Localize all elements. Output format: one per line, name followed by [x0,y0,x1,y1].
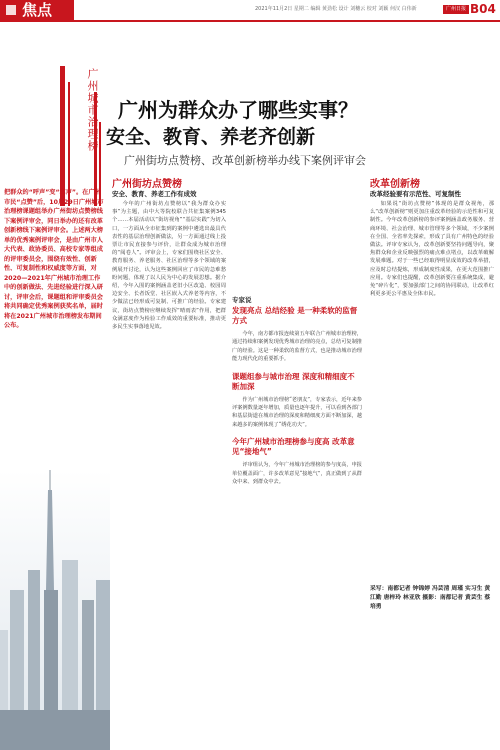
left-column-body: 今年的广州街坊点赞榜以“我为群众办实事”为主题，由中大等院校联合共征集案例345个……本届活动以“街坊视角”“基层实践”为切入口，一方面从全市征集到的案例中遴选出最具代表性的基层治理创新做法，另一方面通过线上投票让市民直接参与评价，让群众成为城市治理的“阅卷人”。评审会上，专家们围绕社区安全、教育服务、养老服务、社区治理等多个领域的案例展开讨论，认为这些案例回应了市民的急难愁盼问题，体现了以人民为中心的发展思想。据介绍，今年入围的案例涵盖老旧小区改造、校园周边安全、长者饭堂、社区嵌入式养老等内容，不少做法已经形成可复制、可推广的经验。专家建议，街坊点赞榜应继续发挥“晴雨表”作用，把群众满意度作为检验工作成效的重要标准，推动更多民生实事落地见效。 [112,201,226,331]
left-column-title: 广州街坊点赞榜 [112,179,182,190]
subheadline: 安全、教育、养老齐创新 [106,126,316,148]
expert-column [232,295,362,494]
page-header [0,0,500,20]
header-divider [0,20,500,22]
page-number: B04 [470,2,496,16]
byline-credits: 采写：南都记者 钟锦婷 冯芸清 周瑾 实习生 黄江勤 唐梓玲 林亚欣 摄影：南都记者 黄芸生 蔡培勇 [370,586,491,610]
logo-title: 广州城市治理榜 [86,68,99,152]
paper-badge: 广州日报 [443,5,469,14]
expert-label: 专家说 [232,296,252,304]
city-skyline-icon [0,470,110,750]
right-column-subtitle: 改革经验要有示范性、可复制性 [370,190,461,198]
right-column-body: 如果说“街坊点赞榜”体现的是群众视角，那么“改革创新榜”则更加注重改革经验的示范性和可复制性。今年改革创新榜的参评案例涵盖政务服务、营商环境、社会治理、城市管理等多个领域，不少案例在全国、全省率先探索，形成了具有广州特色的经验做法。评审专家认为，改革创新要坚持问题导向，聚焦群众和企业反映强烈的痛点难点堵点，以改革破解发展难题。对于一些已经取得明显成效的改革举措，应及时总结提炼，形成制度性成果，在更大范围推广应用。专家们也提醒，改革创新要注重系统集成，避免“碎片化”，要加强部门之间的协同联动，让改革红利更多更公平惠及全体市民。 [370,201,494,298]
expert-section-1: 课题组参与城市治理 深度和精细度不断加深 [232,371,355,391]
expert-body-2: 作为广州城市治理榜“老朋友”，专家表示，近年来参评案例数量逐年增加，质量也逐年提升，可以看到各部门和基层街道在城市治理的深度和精细度方面不断加深，越来越多的案例体现了“绣花功夫”。 [232,396,362,428]
expert-body-3: 评审组认为，今年广州城市治理榜的参与度高，申报单位覆盖面广，许多改革意见“接地气”，真正做到了从群众中来、到群众中去。 [232,462,362,486]
deck: 广州街坊点赞榜、改革创新榜举办线下案例评审会 [124,154,366,167]
headline: 广州为群众办了哪些实事？ [118,98,358,122]
left-column-subtitle: 安全、教育、养老工作有成效 [112,190,197,198]
expert-heading: 发现亮点 总结经验 是一种柔软的监督方式 [232,306,358,325]
edition-meta: 2021年11月2日 星期二 编辑 黄劲松 设计 刘穗云 校对 刘颖 何汉 白伟新 [255,6,417,12]
expert-section-2: 今年广州城市治理榜参与度高 改革意见“接地气” [232,437,355,457]
intro-paragraph: 把群众的“呼声”变“掌声”。在广州市民“点赞”后，10月29日广州城市治理榜课题组举办广州街坊点赞榜线下案例评审会，同日举办的还有改革创新榜线下案例评审会。上述两大榜单的优秀案例评审会，是由广州市人大代表、政协委员、高校专家等组成的评审委员会，围绕有效性、创新性、可复制性和权威度等方面，对2020—2021年广州城市治理工作中的创新做法、先进经验进行深入研讨，评审会后，课题组和评审委员会将共同确定优秀案例获奖名单，届时将在2021广州城市治理榜发布期间公布。 [4,189,104,329]
section-label: 焦点 [0,0,74,20]
expert-body: 今年，南方都市报连续第五年联合广州城市治理榜，通过持续和案例发现优秀城市治理的亮点，总结可复制推广的经验。这是一种柔软的监督方式，也是推动城市治理能力现代化的重要抓手。 [232,331,362,363]
right-column-title: 改革创新榜 [370,179,420,190]
